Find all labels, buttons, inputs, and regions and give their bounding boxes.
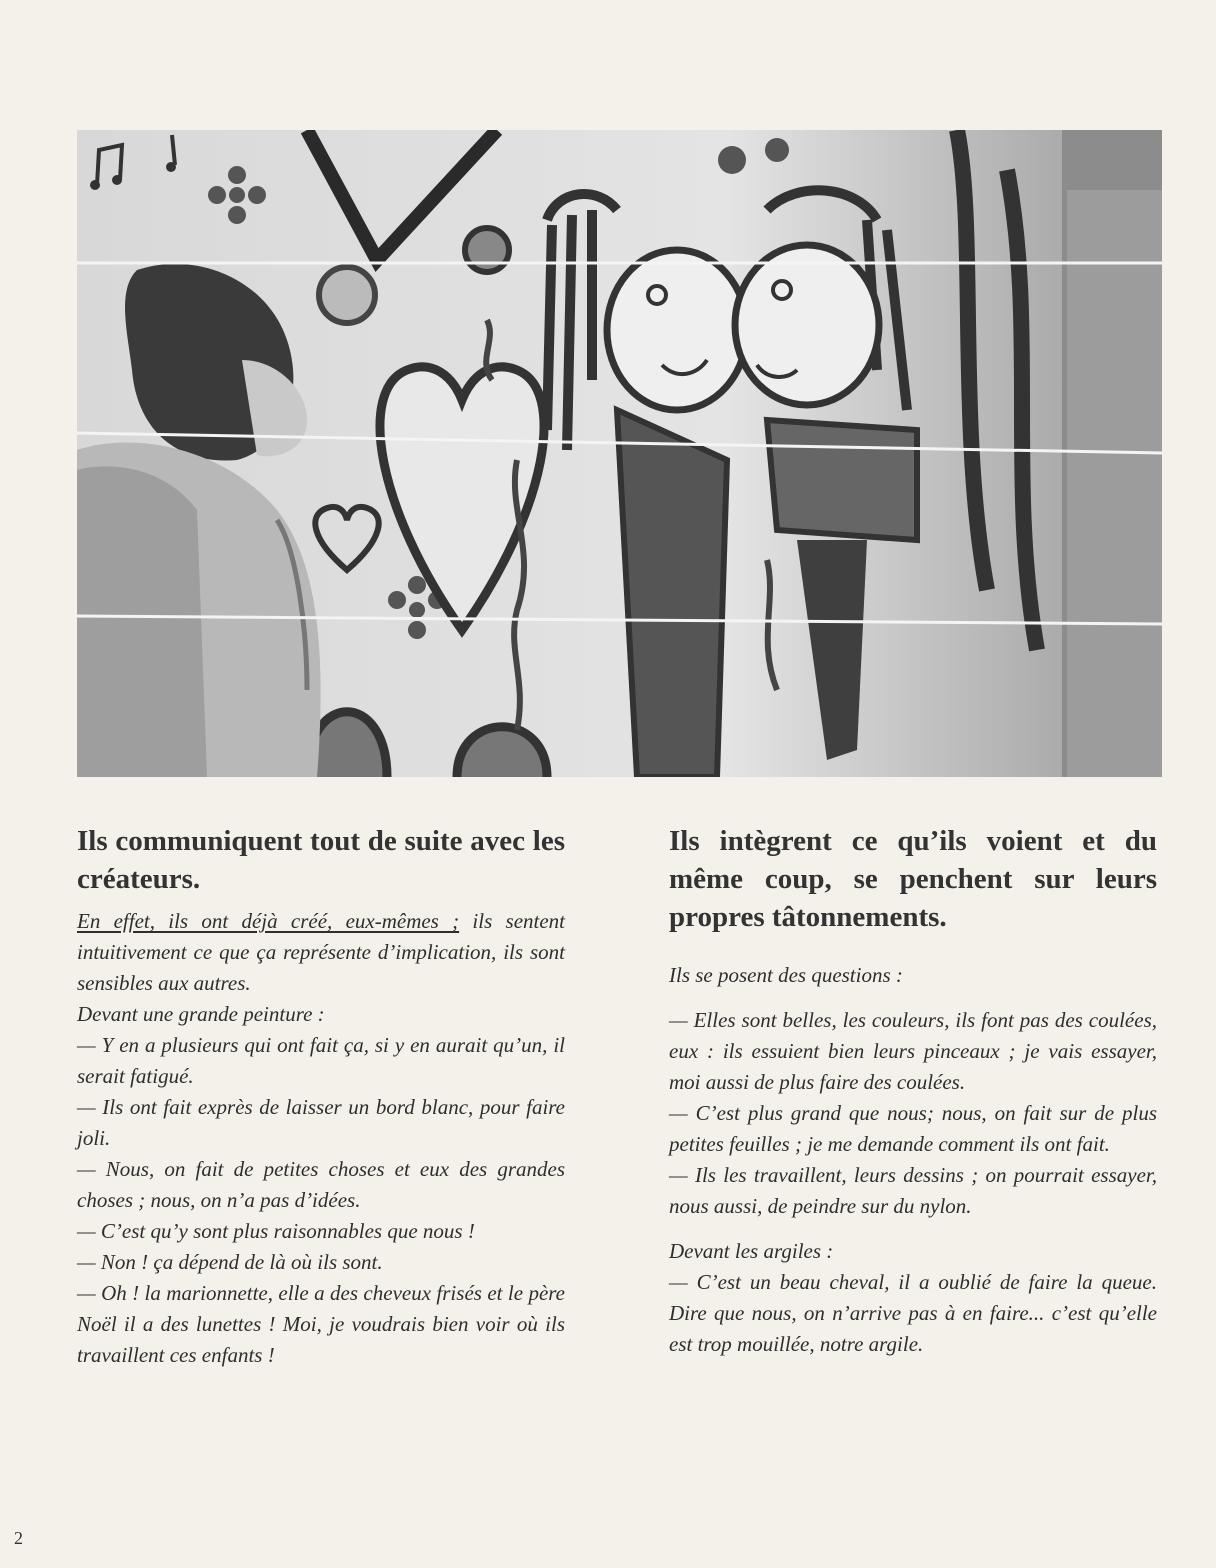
right-quote-4: — C’est un beau cheval, il a oublié de faire la queue. Dire que nous, on n’arrive pas à en faire... c’est qu’elle est trop mouillée, notre argile. xyxy=(669,1270,1157,1356)
left-quote-5: — Non ! ça dépend de là où ils sont. xyxy=(77,1250,383,1274)
left-heading: Ils communiquent tout de suite avec les créateurs. xyxy=(77,825,565,895)
left-intro xyxy=(77,906,565,999)
right-quote-1: — Elles sont belles, les couleurs, ils font pas des coulées, eux : ils essuient bien leurs pinceaux ; je vais essayer, moi aussi de plus faire des coulées. xyxy=(669,1008,1157,1094)
right-quote-2: — C’est plus grand que nous; nous, on fait sur de plus petites feuilles ; je me demande comment ils ont fait. xyxy=(669,1101,1157,1156)
left-intro-underlined: En effet, ils ont déjà créé, eux-mêmes ; xyxy=(77,909,460,933)
photo-child-viewing-painting xyxy=(77,130,1162,777)
left-lead: Devant une grande peinture : xyxy=(77,1002,325,1026)
right-quote-3: — Ils les travaillent, leurs dessins ; on pourrait essayer, nous aussi, de peindre sur du nylon. xyxy=(669,1163,1157,1218)
right-lead-2: Devant les argiles : xyxy=(669,1239,834,1263)
left-quote-2: — Ils ont fait exprès de laisser un bord blanc, pour faire joli. xyxy=(77,1095,565,1150)
left-column xyxy=(77,822,565,1371)
left-quote-6: — Oh ! la marionnette, elle a des cheveux frisés et le père Noël il a des lunettes ! Moi, je voudrais bien voir où ils travaillent ces enfants ! xyxy=(77,1281,565,1367)
left-quote-4: — C’est qu’y sont plus raisonnables que nous ! xyxy=(77,1219,475,1243)
left-quote-1: — Y en a plusieurs qui ont fait ça, si y en aurait qu’un, il serait fatigué. xyxy=(77,1033,565,1088)
right-lead: Ils se posent des questions : xyxy=(669,963,903,987)
left-intro-rest: ils sentent intuitivement ce que ça représente d’implication, ils sont sensibles aux autres. xyxy=(77,909,566,995)
right-column xyxy=(669,822,1157,1360)
page-number: 2 xyxy=(14,1528,23,1548)
right-heading: Ils intègrent ce qu’ils voient et du même coup, se penchent sur leurs propres tâtonnements. xyxy=(669,825,1157,933)
left-quote-3: — Nous, on fait de petites choses et eux des grandes choses ; nous, on n’a pas d’idées. xyxy=(77,1157,565,1212)
